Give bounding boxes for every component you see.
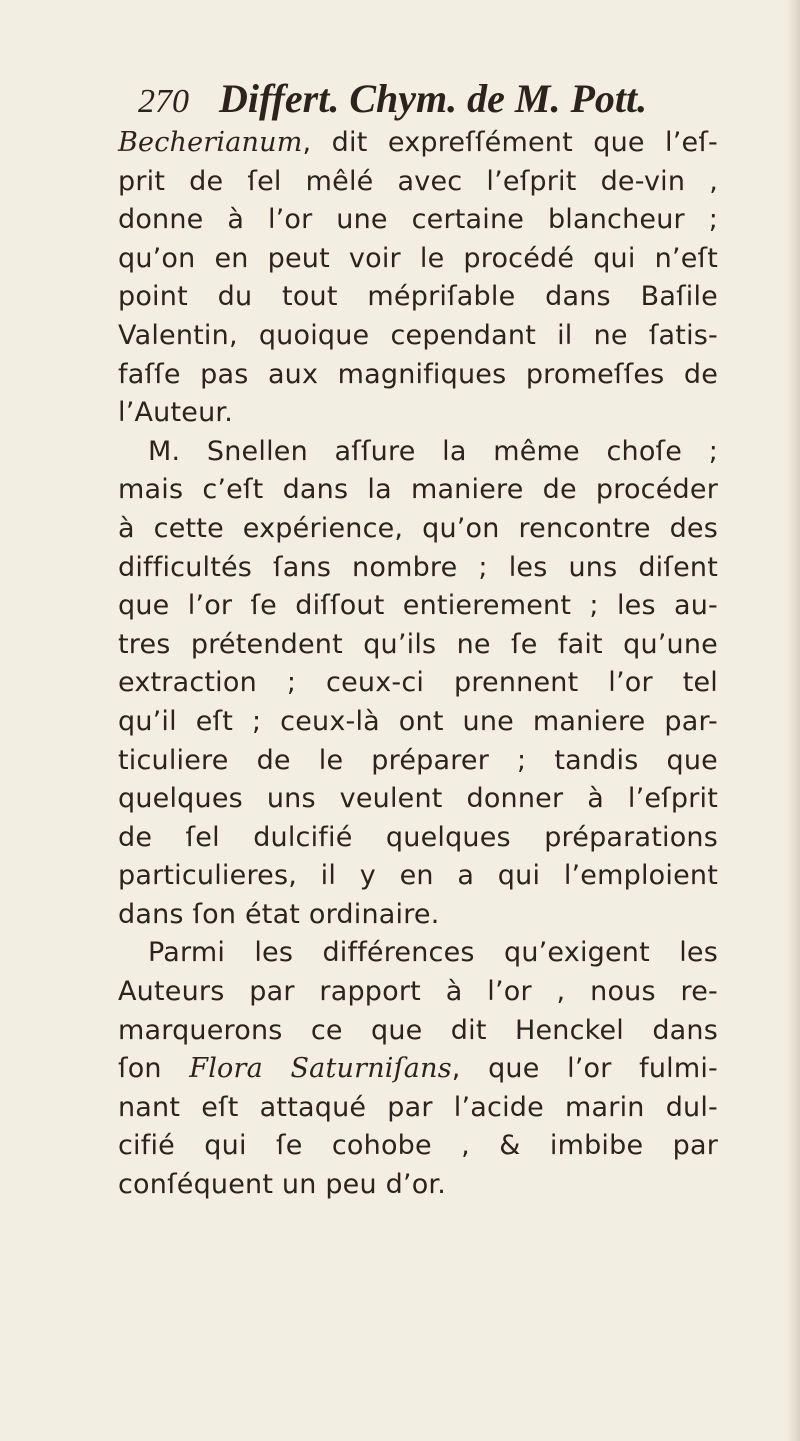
text-line: particulieres, il y en a qui l’emploient <box>118 860 718 892</box>
text-line: Auteurs par rapport à l’or , nous re- <box>118 976 718 1008</box>
running-head <box>138 74 718 124</box>
text-line: prit de ſel mêlé avec l’eſprit de-vin , <box>118 165 718 197</box>
text-line: faſſe pas aux magnifiques promeſſes de <box>118 358 718 390</box>
italic-term: Becherianum <box>118 127 303 158</box>
paragraph-start-line: Parmi les différences qu’exigent les <box>148 937 718 969</box>
text-line: qu’on en peut voir le procédé qui n’eſt <box>118 242 718 274</box>
text-line: l’Auteur. <box>118 397 233 429</box>
text-line: difficultés ſans nombre ; les uns diſent <box>118 551 718 583</box>
text-line: donne à l’or une certaine blancheur ; <box>118 204 718 236</box>
page-edge-shadow <box>786 0 800 1441</box>
italic-title: Flora Saturniſans <box>189 1053 452 1085</box>
text-line: extraction ; ceux-ci prennent l’or tel <box>118 667 718 699</box>
running-title: Differt. Chym. de M. Pott. <box>219 76 648 121</box>
text-line: à cette expérience, qu’on rencontre des <box>118 512 718 544</box>
text-line: conſéquent un peu d’or. <box>118 1169 447 1201</box>
text-line: dans ſon état ordinaire. <box>118 898 440 930</box>
text-line: mais c’eſt dans la maniere de procéder <box>118 474 718 506</box>
paragraph-start-line: M. Snellen aſſure la même choſe ; <box>148 435 718 467</box>
text-line: cifié qui ſe cohobe , & imbibe par <box>118 1130 718 1162</box>
text-line: Valentin, quoique cependant il ne ſatis- <box>118 319 718 351</box>
text-line: tres prétendent qu’ils ne ſe fait qu’une <box>118 628 718 660</box>
text-line: que l’or ſe diſſout entierement ; les au- <box>118 590 718 622</box>
text-line: point du tout mépriſable dans Baſile <box>118 281 718 313</box>
book-page <box>118 74 718 1205</box>
body-text <box>118 124 718 1205</box>
text-line: nant eſt attaqué par l’acide marin dul- <box>118 1091 718 1123</box>
text-line: ſon Flora Saturniſans, que l’or fulmi- <box>118 1053 718 1085</box>
text-line: quelques uns veulent donner à l’eſprit <box>118 783 718 815</box>
text-line: qu’il eſt ; ceux-là ont une maniere par- <box>118 705 718 737</box>
text-line: de ſel dulcifié quelques préparations <box>118 821 718 853</box>
text-line: marquerons ce que dit Henckel dans <box>118 1014 718 1046</box>
page-number: 270 <box>138 83 189 120</box>
text-line: Becherianum, dit expreſſément que l’eſ- <box>118 127 718 158</box>
text-line: ticuliere de le préparer ; tandis que <box>118 744 718 776</box>
